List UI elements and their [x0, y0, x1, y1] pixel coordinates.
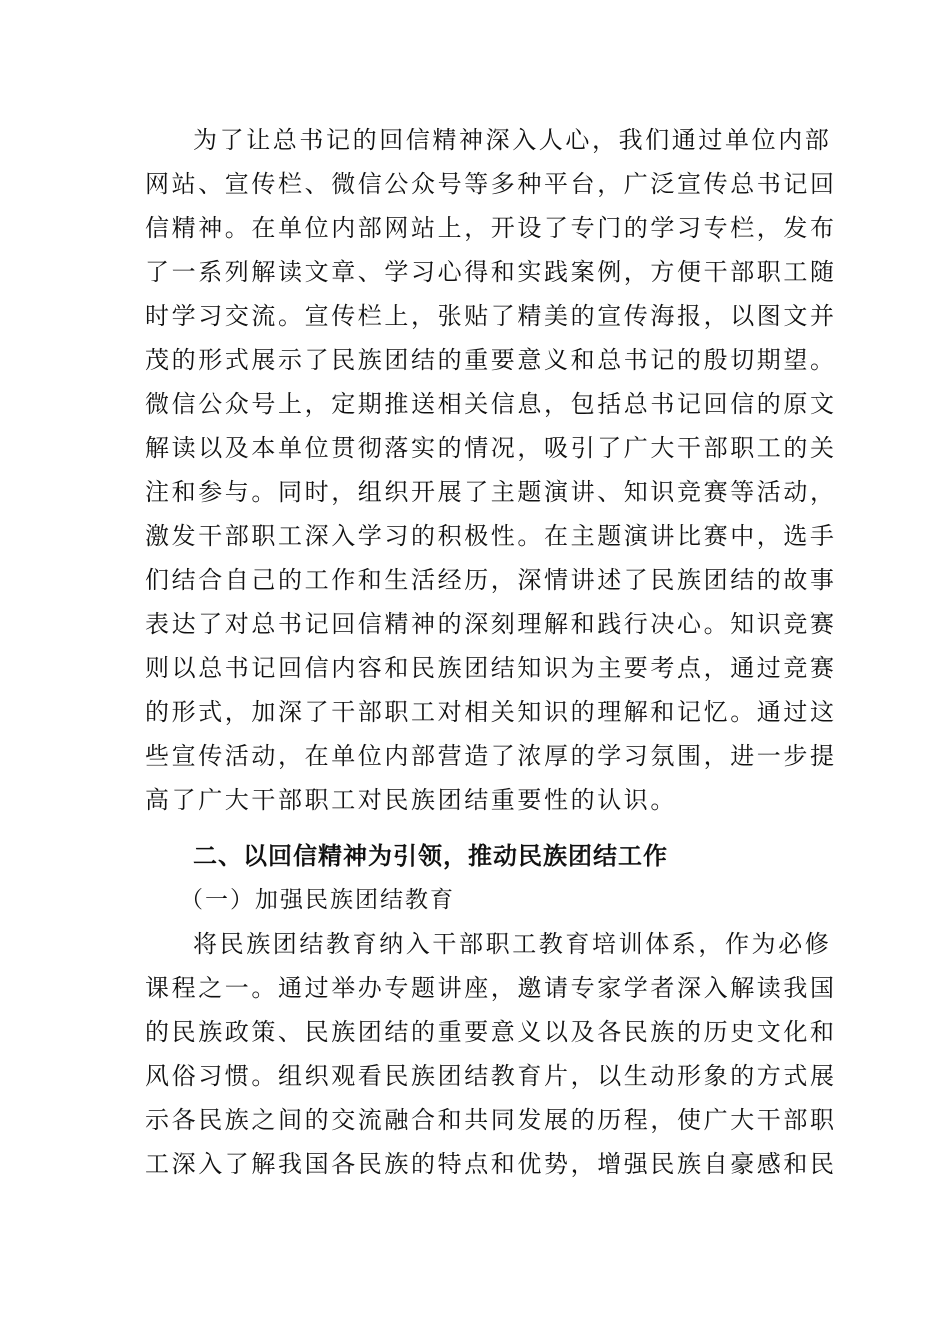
section-heading: 二、以回信精神为引领，推动民族团结工作 — [193, 842, 668, 870]
paragraph2-line-3: 的民族政策、民族团结的重要意义以及各民族的历史文化和 — [145, 1018, 837, 1046]
paragraph1-line-15: 些宣传活动，在单位内部营造了浓厚的学习氛围，进一步提 — [145, 742, 837, 770]
paragraph1-line-8: 解读以及本单位贯彻落实的情况，吸引了广大干部职工的关 — [145, 434, 837, 462]
paragraph1-line-14: 的形式，加深了干部职工对相关知识的理解和记忆。通过这 — [145, 698, 837, 726]
paragraph1-line-1: 为了让总书记的回信精神深入人心，我们通过单位内部 — [193, 126, 832, 154]
paragraph1-line-11: 们结合自己的工作和生活经历，深情讲述了民族团结的故事 — [145, 566, 837, 594]
paragraph1-line-2: 网站、宣传栏、微信公众号等多种平台，广泛宣传总书记回 — [145, 170, 837, 198]
paragraph1-line-3: 信精神。在单位内部网站上，开设了专门的学习专栏，发布 — [145, 214, 837, 242]
paragraph1-line-6: 茂的形式展示了民族团结的重要意义和总书记的殷切期望。 — [145, 346, 837, 374]
paragraph2-line-6: 工深入了解我国各民族的特点和优势，增强民族自豪感和民 — [145, 1150, 837, 1178]
paragraph1-line-10: 激发干部职工深入学习的积极性。在主题演讲比赛中，选手 — [145, 522, 837, 550]
paragraph1-line-12: 表达了对总书记回信精神的深刻理解和践行决心。知识竞赛 — [145, 610, 837, 638]
paragraph2-line-2: 课程之一。通过举办专题讲座，邀请专家学者深入解读我国 — [145, 974, 837, 1002]
paragraph1-line-7: 微信公众号上，定期推送相关信息，包括总书记回信的原文 — [145, 390, 837, 418]
paragraph1-line-9: 注和参与。同时，组织开展了主题演讲、知识竞赛等活动， — [145, 478, 837, 506]
paragraph1-line-13: 则以总书记回信内容和民族团结知识为主要考点，通过竞赛 — [145, 654, 837, 682]
paragraph1-line-5: 时学习交流。宣传栏上，张贴了精美的宣传海报，以图文并 — [145, 302, 837, 330]
paragraph1-line-4: 了一系列解读文章、学习心得和实践案例，方便干部职工随 — [145, 258, 837, 286]
subsection-heading: （一）加强民族团结教育 — [180, 887, 455, 913]
paragraph1-line-16: 高了广大干部职工对民族团结重要性的认识。 — [145, 786, 677, 814]
paragraph2-line-1: 将民族团结教育纳入干部职工教育培训体系，作为必修 — [193, 930, 832, 958]
paragraph2-line-4: 风俗习惯。组织观看民族团结教育片，以生动形象的方式展 — [145, 1062, 837, 1090]
paragraph2-line-5: 示各民族之间的交流融合和共同发展的历程，使广大干部职 — [145, 1106, 837, 1134]
